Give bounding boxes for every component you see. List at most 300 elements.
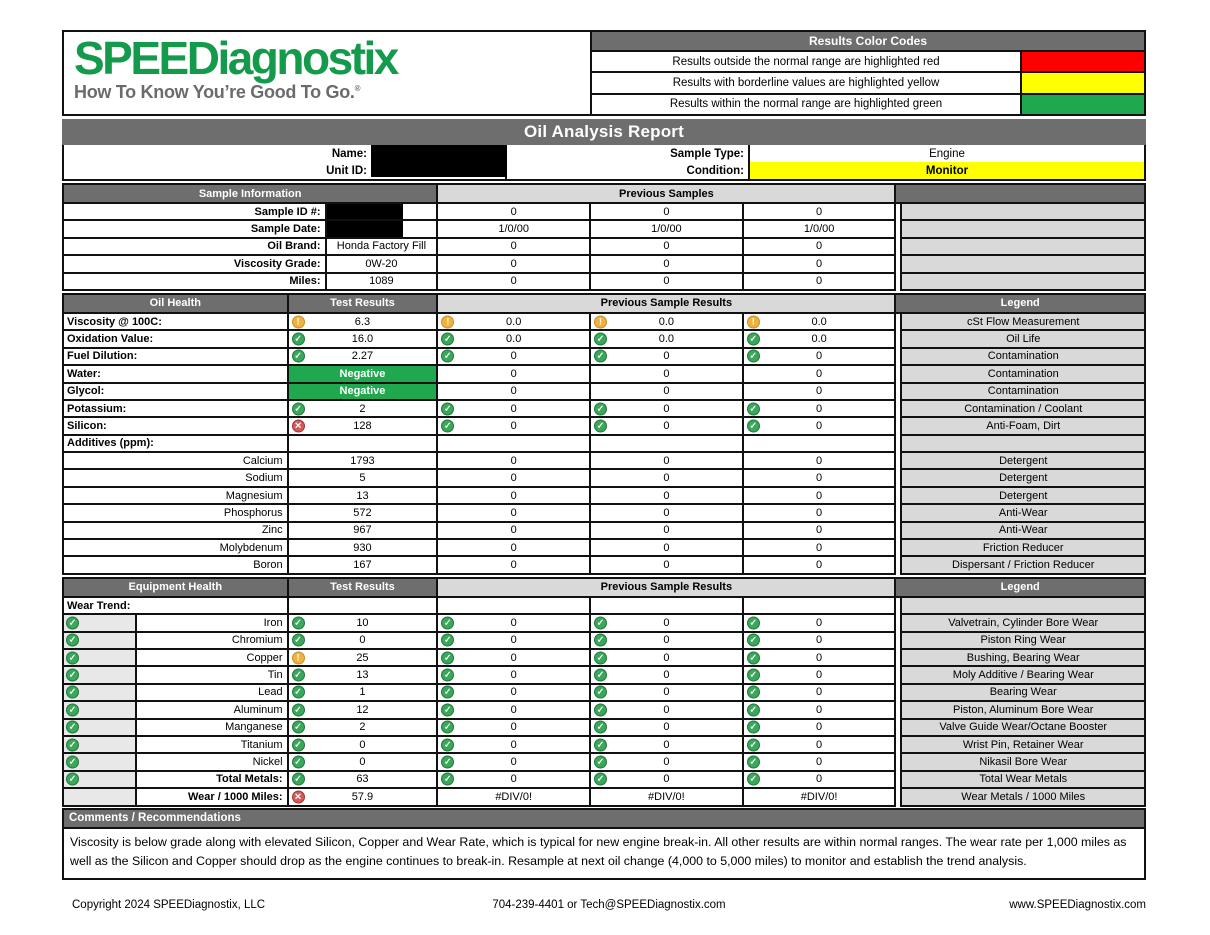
sample-info-row	[64, 274, 1146, 291]
previous-sample-result	[438, 401, 591, 418]
legend-cell: Wrist Pin, Retainer Wear	[902, 737, 1146, 754]
previous-sample-results-title: Previous Sample Results	[438, 579, 896, 598]
check-icon: ✓	[594, 773, 607, 786]
previous-sample-result	[438, 772, 591, 789]
previous-sample-result-value: 0	[663, 616, 670, 629]
wear-trend-cell	[64, 650, 137, 667]
previous-sample-result-value: 0	[663, 669, 670, 682]
previous-sample-result	[438, 331, 591, 348]
test-result	[289, 418, 439, 435]
previous-sample-result-value: 0	[663, 721, 670, 734]
previous-sample-result-value: 0	[663, 385, 670, 398]
previous-sample-result	[744, 650, 897, 667]
previous-sample-result-value: 0	[663, 367, 670, 380]
check-icon: ✓	[594, 616, 607, 629]
legend-cell: Nikasil Bore Wear	[902, 754, 1146, 771]
wear-trend-cell	[64, 667, 137, 684]
previous-sample-result	[744, 436, 897, 453]
id-label-column	[64, 145, 371, 179]
previous-sample-result-value: 0	[510, 350, 517, 363]
row-label: Iron	[137, 615, 289, 632]
previous-sample-value: 0	[591, 239, 744, 256]
check-icon: ✓	[594, 721, 607, 734]
test-result-value: Negative	[339, 385, 386, 398]
warning-icon: !	[441, 315, 454, 328]
test-results-title: Test Results	[289, 295, 439, 314]
previous-sample-value: 0	[591, 256, 744, 273]
check-icon: ✓	[747, 333, 760, 346]
check-icon: ✓	[747, 669, 760, 682]
tagline-text: How To Know You’re Good To Go.	[74, 82, 355, 102]
previous-sample-result-value: 0	[816, 756, 823, 769]
row-label: Calcium	[64, 453, 289, 470]
check-icon: ✓	[292, 669, 305, 682]
previous-sample-result-value: 0	[663, 559, 670, 572]
check-icon: ✓	[66, 616, 79, 629]
row-label: Glycol:	[64, 384, 289, 401]
previous-sample-result-value: 0	[816, 419, 823, 432]
footer-copyright: Copyright 2024 SPEEDiagnostix, LLC	[72, 899, 266, 912]
color-code-row-green	[592, 95, 1144, 114]
previous-sample-value: 1/0/00	[591, 221, 744, 238]
previous-sample-value: 0	[591, 274, 744, 291]
report-title-bar: Oil Analysis Report	[62, 119, 1146, 145]
test-result-value: 1	[359, 686, 366, 699]
test-result-value: 1793	[350, 454, 375, 467]
redacted-value-box	[327, 221, 403, 236]
check-icon: ✓	[747, 350, 760, 363]
wear-trend-cell	[64, 633, 137, 650]
previous-sample-result-value: 0	[816, 454, 823, 467]
previous-sample-result-value: 0	[510, 756, 517, 769]
test-result-value: 0	[359, 634, 366, 647]
test-result-value: 167	[353, 559, 372, 572]
test-result-value: 57.9	[351, 790, 374, 803]
legend-cell	[902, 239, 1146, 256]
previous-sample-result-value: 0	[816, 472, 823, 485]
test-result	[289, 650, 439, 667]
previous-sample-result-value: 0	[816, 651, 823, 664]
oil-health-row	[64, 314, 1146, 331]
previous-sample-result	[438, 615, 591, 632]
previous-sample-result	[591, 384, 744, 401]
check-icon: ✓	[441, 686, 454, 699]
check-icon: ✓	[594, 634, 607, 647]
previous-sample-value: 1/0/00	[438, 221, 591, 238]
previous-sample-result	[591, 453, 744, 470]
previous-sample-result-value: 0	[510, 616, 517, 629]
logo-box	[64, 32, 592, 114]
check-icon: ✓	[594, 703, 607, 716]
test-result-value: 0	[359, 756, 366, 769]
previous-sample-result	[438, 650, 591, 667]
previous-sample-result	[591, 720, 744, 737]
previous-sample-result	[591, 789, 744, 806]
legend-title: Legend	[896, 579, 1146, 598]
previous-sample-result-value: 0	[663, 350, 670, 363]
check-icon: ✓	[292, 721, 305, 734]
previous-sample-result-value: 0	[663, 541, 670, 554]
previous-sample-result-value: 0	[816, 721, 823, 734]
empty-cell	[438, 598, 591, 615]
test-result-value: 2	[359, 721, 366, 734]
previous-sample-result	[744, 685, 897, 702]
row-label: Total Metals:	[137, 772, 289, 789]
color-code-text: Results outside the normal range are highlighted red	[672, 55, 940, 68]
previous-sample-result-value: 0	[816, 489, 823, 502]
previous-sample-result-value: 0	[510, 489, 517, 502]
check-icon: ✓	[66, 634, 79, 647]
test-result-value: 25	[356, 651, 369, 664]
check-icon: ✓	[66, 738, 79, 751]
wear-trend-cell	[64, 720, 137, 737]
previous-sample-result	[744, 523, 897, 540]
previous-sample-result	[438, 436, 591, 453]
test-result	[289, 789, 439, 806]
legend-cell	[902, 274, 1146, 291]
test-result	[289, 349, 439, 366]
previous-sample-result	[591, 685, 744, 702]
check-icon: ✓	[747, 756, 760, 769]
check-icon: ✓	[441, 616, 454, 629]
wear-trend-label: Wear Trend:	[64, 598, 289, 615]
row-label: Water:	[64, 366, 289, 383]
check-icon: ✓	[292, 686, 305, 699]
wear-trend-cell	[64, 789, 137, 806]
check-icon: ✓	[441, 669, 454, 682]
top-row	[62, 30, 1146, 116]
equipment-health-row	[64, 615, 1146, 632]
test-result	[289, 615, 439, 632]
brand-logo: SPEEDiagnostix	[74, 32, 397, 84]
red-swatch	[1020, 52, 1144, 71]
check-icon: ✓	[441, 703, 454, 716]
legend-cell: Moly Additive / Bearing Wear	[902, 667, 1146, 684]
previous-sample-result	[438, 667, 591, 684]
legend-cell: Contamination	[902, 349, 1146, 366]
previous-sample-result-value: 0	[816, 559, 823, 572]
equipment-health-row	[64, 772, 1146, 789]
previous-sample-result	[591, 505, 744, 522]
test-result-value: 63	[356, 773, 369, 786]
equipment-health-title: Equipment Health	[64, 579, 289, 598]
identification-grid	[62, 145, 1146, 181]
id-value-column	[750, 145, 1144, 179]
check-icon: ✓	[66, 686, 79, 699]
row-label: Titanium	[137, 737, 289, 754]
test-result	[289, 505, 439, 522]
previous-sample-result	[744, 470, 897, 487]
oil-health-header	[64, 295, 1146, 314]
test-result	[289, 331, 439, 348]
legend-cell: Bearing Wear	[902, 685, 1146, 702]
page-footer	[62, 899, 1146, 911]
previous-sample-result-value: 0	[816, 350, 823, 363]
row-value: 1089	[327, 274, 439, 291]
check-icon: ✓	[747, 634, 760, 647]
legend-cell	[902, 256, 1146, 273]
test-result	[289, 557, 439, 574]
previous-sample-result	[591, 615, 744, 632]
check-icon: ✓	[747, 721, 760, 734]
check-icon: ✓	[594, 651, 607, 664]
oil-health-row	[64, 366, 1146, 383]
row-label: Lead	[137, 685, 289, 702]
equipment-health-row	[64, 702, 1146, 719]
previous-sample-result-value: 0	[663, 773, 670, 786]
previous-sample-result-value: #DIV/0!	[648, 790, 685, 803]
previous-sample-result	[591, 737, 744, 754]
comments-text: Viscosity is below grade along with elevated Silicon, Copper and Wear Rate, which is typical for new engine break-in. All other results are within normal ranges. The wear rate per 1,000 miles as well as the Silicon and Copper should drop as the engine continues to break-in. Resample at next oil change (4,000 to 5,000 miles) to monitor and establish the trend analysis.	[70, 834, 1127, 869]
row-value	[327, 204, 439, 221]
row-label: Copper	[137, 650, 289, 667]
legend-cell: Oil Life	[902, 331, 1146, 348]
row-label: Oxidation Value:	[64, 331, 289, 348]
sample-info-row	[64, 256, 1146, 273]
previous-sample-result	[591, 349, 744, 366]
previous-sample-result	[744, 667, 897, 684]
previous-sample-result-value: 0.0	[658, 333, 675, 346]
legend-cell: Valve Guide Wear/Octane Booster	[902, 720, 1146, 737]
test-result-value: 2.27	[351, 350, 374, 363]
sample-information-header	[64, 185, 1146, 204]
row-label: Sodium	[64, 470, 289, 487]
previous-sample-result-value: 0	[510, 506, 517, 519]
check-icon: ✓	[441, 738, 454, 751]
test-result-value: 16.0	[351, 333, 374, 346]
sample-info-rows	[64, 204, 1146, 291]
previous-sample-result	[438, 470, 591, 487]
previous-sample-result	[744, 615, 897, 632]
row-label: Aluminum	[137, 702, 289, 719]
test-result	[289, 436, 439, 453]
empty-cell	[289, 598, 439, 615]
legend-cell: Contamination	[902, 366, 1146, 383]
check-icon: ✓	[594, 738, 607, 751]
previous-sample-result	[744, 557, 897, 574]
previous-sample-result-value: 0	[663, 402, 670, 415]
test-result-value: 0	[359, 738, 366, 751]
check-icon: ✓	[441, 634, 454, 647]
previous-sample-result-value: 0	[510, 559, 517, 572]
check-icon: ✓	[441, 402, 454, 415]
previous-sample-result	[591, 633, 744, 650]
previous-sample-result	[438, 366, 591, 383]
wear-trend-row	[64, 598, 1146, 615]
previous-sample-result	[591, 401, 744, 418]
previous-sample-result	[438, 702, 591, 719]
previous-sample-result	[438, 685, 591, 702]
equipment-health-row	[64, 667, 1146, 684]
check-icon: ✓	[292, 738, 305, 751]
row-label: Chromium	[137, 633, 289, 650]
equipment-health-row	[64, 789, 1146, 806]
sample-information-title: Sample Information	[64, 185, 438, 204]
check-icon: ✓	[292, 350, 305, 363]
previous-sample-value: 0	[744, 274, 897, 291]
previous-sample-result	[438, 540, 591, 557]
legend-cell: Dispersant / Friction Reducer	[902, 557, 1146, 574]
warning-icon: !	[594, 315, 607, 328]
check-icon: ✓	[66, 756, 79, 769]
row-label: Zinc	[64, 523, 289, 540]
previous-sample-result	[591, 667, 744, 684]
sample-type-value: Engine	[929, 147, 965, 160]
equipment-health-rows	[64, 615, 1146, 806]
legend-cell: Valvetrain, Cylinder Bore Wear	[902, 615, 1146, 632]
check-icon: ✓	[594, 350, 607, 363]
empty-cell	[591, 598, 744, 615]
row-label: Oil Brand:	[64, 239, 327, 256]
test-result-value: 6.3	[354, 315, 371, 328]
color-code-text: Results with borderline values are highlighted yellow	[672, 76, 940, 89]
redacted-name-box	[371, 145, 507, 177]
check-icon: ✓	[292, 402, 305, 415]
sample-info-row	[64, 204, 1146, 221]
error-icon: ✕	[292, 790, 305, 803]
previous-sample-result-value: 0	[510, 703, 517, 716]
id-label-column-2	[507, 145, 750, 179]
test-result-value: 13	[356, 489, 369, 502]
check-icon: ✓	[66, 669, 79, 682]
check-icon: ✓	[66, 721, 79, 734]
previous-sample-value: 1/0/00	[744, 221, 897, 238]
oil-health-row	[64, 436, 1146, 453]
previous-sample-result-value: 0.0	[811, 333, 827, 346]
check-icon: ✓	[747, 616, 760, 629]
previous-sample-result-value: 0	[816, 634, 823, 647]
previous-sample-result	[591, 331, 744, 348]
check-icon: ✓	[747, 402, 760, 415]
previous-sample-result	[591, 702, 744, 719]
wear-trend-cell	[64, 772, 137, 789]
results-color-codes	[592, 32, 1144, 114]
oil-health-row	[64, 505, 1146, 522]
previous-sample-result	[744, 540, 897, 557]
previous-sample-result	[591, 650, 744, 667]
test-result	[289, 720, 439, 737]
test-result	[289, 540, 439, 557]
row-label: Silicon:	[64, 418, 289, 435]
test-result-value: 5	[359, 472, 366, 485]
wear-trend-cell	[64, 737, 137, 754]
footer-website: www.SPEEDiagnostix.com	[1009, 899, 1146, 912]
previous-sample-result-value: 0	[510, 402, 517, 415]
equipment-health-row	[64, 737, 1146, 754]
previous-sample-result	[591, 436, 744, 453]
previous-sample-result	[744, 737, 897, 754]
legend-cell: Detergent	[902, 470, 1146, 487]
test-result	[289, 633, 439, 650]
previous-sample-result-value: 0	[663, 472, 670, 485]
previous-sample-result	[744, 349, 897, 366]
previous-sample-result	[744, 314, 897, 331]
test-result	[289, 314, 439, 331]
previous-sample-result-value: 0	[510, 524, 517, 537]
previous-sample-value: 0	[744, 256, 897, 273]
redacted-value-box	[327, 204, 403, 219]
previous-sample-result-value: 0	[663, 634, 670, 647]
legend-cell: cSt Flow Measurement	[902, 314, 1146, 331]
row-label: Sample ID #:	[64, 204, 327, 221]
legend-title: Legend	[896, 295, 1146, 314]
check-icon: ✓	[441, 756, 454, 769]
color-codes-title: Results Color Codes	[592, 32, 1144, 52]
check-icon: ✓	[441, 651, 454, 664]
previous-sample-result	[744, 488, 897, 505]
previous-sample-result-value: 0	[663, 738, 670, 751]
green-swatch	[1020, 95, 1144, 114]
previous-sample-result	[438, 418, 591, 435]
previous-sample-result	[744, 720, 897, 737]
test-result	[289, 685, 439, 702]
previous-sample-result	[591, 754, 744, 771]
check-icon: ✓	[441, 350, 454, 363]
legend-cell: Anti-Foam, Dirt	[902, 418, 1146, 435]
test-result	[289, 523, 439, 540]
previous-sample-result-value: 0	[510, 541, 517, 554]
previous-sample-result	[438, 789, 591, 806]
previous-sample-result-value: 0.0	[506, 315, 522, 328]
previous-sample-result	[744, 418, 897, 435]
row-value: 0W-20	[327, 256, 439, 273]
legend-cell	[902, 436, 1146, 453]
previous-sample-result	[744, 702, 897, 719]
previous-sample-result-value: 0	[510, 385, 517, 398]
previous-sample-result	[438, 384, 591, 401]
previous-sample-result-value: 0	[816, 402, 823, 415]
test-results-title: Test Results	[289, 579, 439, 598]
test-result	[289, 702, 439, 719]
check-icon: ✓	[292, 756, 305, 769]
test-result-value: 930	[353, 541, 372, 554]
warning-icon: !	[292, 651, 305, 664]
previous-sample-result	[744, 331, 897, 348]
row-label: Wear / 1000 Miles:	[137, 789, 289, 806]
sample-information-table	[62, 183, 1146, 291]
previous-sample-result	[438, 633, 591, 650]
previous-sample-result-value: 0	[816, 506, 823, 519]
error-icon: ✕	[292, 419, 305, 432]
row-label: Tin	[137, 667, 289, 684]
previous-sample-result-value: 0	[816, 738, 823, 751]
previous-sample-result	[438, 453, 591, 470]
previous-sample-result	[438, 720, 591, 737]
sample-info-row	[64, 221, 1146, 238]
previous-sample-result-value: 0	[510, 686, 517, 699]
previous-sample-result-value: 0	[663, 419, 670, 432]
previous-sample-result-value: 0	[663, 686, 670, 699]
check-icon: ✓	[594, 333, 607, 346]
previous-sample-result-value: 0	[510, 773, 517, 786]
previous-sample-result	[438, 314, 591, 331]
row-label: Manganese	[137, 720, 289, 737]
previous-sample-result-value: 0	[663, 756, 670, 769]
legend-cell	[902, 598, 1146, 615]
oil-health-title: Oil Health	[64, 295, 289, 314]
previous-sample-result-value: 0	[510, 651, 517, 664]
previous-sample-result	[744, 453, 897, 470]
previous-sample-value: 0	[744, 239, 897, 256]
previous-sample-result	[744, 505, 897, 522]
previous-sample-result-value: 0	[663, 703, 670, 716]
previous-sample-result	[591, 488, 744, 505]
check-icon: ✓	[292, 333, 305, 346]
test-result	[289, 772, 439, 789]
report-content	[62, 30, 1146, 911]
oil-health-rows	[64, 314, 1146, 575]
test-result-value: 13	[356, 669, 369, 682]
